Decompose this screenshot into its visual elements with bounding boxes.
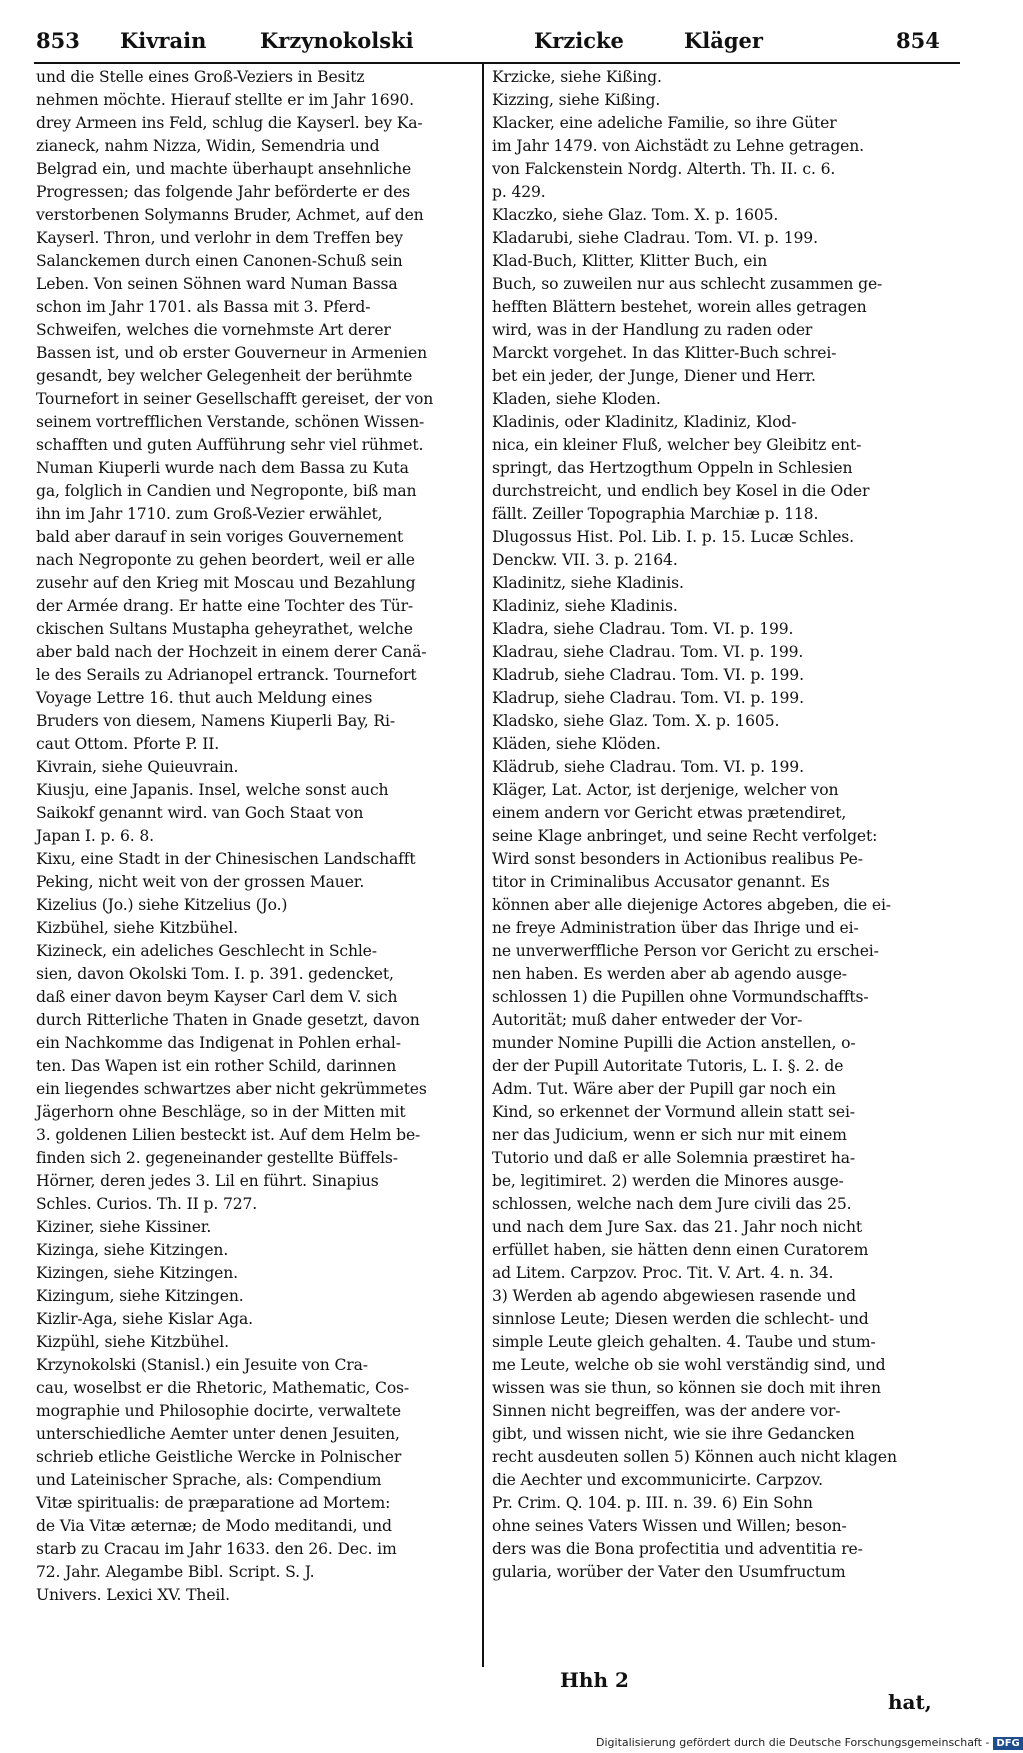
text-line: wird, was in der Handlung zu raden oder bbox=[492, 321, 813, 339]
dfg-logo: DFG bbox=[993, 1737, 1022, 1750]
text-line: durchstreicht, und endlich bey Kosel in die Oder bbox=[492, 482, 870, 500]
text-line: 72. Jahr. Alegambe Bibl. Script. S. J. bbox=[36, 1563, 315, 1581]
header-rule bbox=[34, 62, 960, 64]
text-line: Kladarubi, siehe Cladrau. Tom. VI. p. 199. bbox=[492, 229, 818, 247]
text-line: Autorität; muß daher entweder der Vor- bbox=[492, 1011, 803, 1029]
text-line: ohne seines Vaters Wissen und Willen; beson- bbox=[492, 1517, 847, 1535]
text-line: hefften Blättern bestehet, worein alles getragen bbox=[492, 298, 867, 316]
credit-text: Digitalisierung gefördert durch die Deutsche Forschungsgemeinschaft - bbox=[596, 1736, 990, 1749]
text-line: Kizbühel, siehe Kitzbühel. bbox=[36, 919, 238, 937]
text-line: Kladen, siehe Kloden. bbox=[492, 390, 661, 408]
text-line: schlossen 1) die Pupillen ohne Vormundschaffts- bbox=[492, 988, 869, 1006]
text-line: nach Negroponte zu gehen beordert, weil er alle bbox=[36, 551, 415, 569]
text-line: Kizpühl, siehe Kitzbühel. bbox=[36, 1333, 229, 1351]
text-line: ihn im Jahr 1710. zum Groß-Vezier erwählet, bbox=[36, 505, 383, 523]
text-line: gibt, und wissen nicht, wie sie ihre Gedancken bbox=[492, 1425, 855, 1443]
text-line: Kizineck, ein adeliches Geschlecht in Schle- bbox=[36, 942, 377, 960]
text-line: munder Nomine Pupilli die Action anstellen, o- bbox=[492, 1034, 856, 1052]
text-line: me Leute, welche ob sie wohl verständig sind, und bbox=[492, 1356, 886, 1374]
text-line: Kladra, siehe Cladrau. Tom. VI. p. 199. bbox=[492, 620, 794, 638]
text-line: der Armée drang. Er hatte eine Tochter des Tür- bbox=[36, 597, 414, 615]
text-line: erfüllet haben, sie hätten denn einen Curatorem bbox=[492, 1241, 869, 1259]
text-line: le des Serails zu Adrianopel ertranck. Tournefort bbox=[36, 666, 417, 684]
text-line: recht ausdeuten sollen 5) Können auch nicht klagen bbox=[492, 1448, 897, 1466]
text-line: durch Ritterliche Thaten in Gnade gesetzt, davon bbox=[36, 1011, 420, 1029]
text-line: ne freye Administration über das Ihrige und ei- bbox=[492, 919, 859, 937]
signature-mark: Hhh 2 bbox=[560, 1668, 629, 1692]
text-line: Kladinis, oder Kladinitz, Kladiniz, Klod- bbox=[492, 413, 797, 431]
text-line: Buch, so zuweilen nur aus schlecht zusammen ge- bbox=[492, 275, 883, 293]
text-line: Schles. Curios. Th. II p. 727. bbox=[36, 1195, 258, 1213]
text-line: Kayserl. Thron, und verlohr in dem Treffen bey bbox=[36, 229, 403, 247]
text-line: Kladrau, siehe Cladrau. Tom. VI. p. 199. bbox=[492, 643, 804, 661]
text-line: de Via Vitæ æternæ; de Modo meditandi, und bbox=[36, 1517, 392, 1535]
text-line: schlossen, welche nach dem Jure civili das 25. bbox=[492, 1195, 852, 1213]
text-line: schafften und guten Aufführung sehr viel rühmet. bbox=[36, 436, 424, 454]
text-line: Vitæ spiritualis: de præparatione ad Mortem: bbox=[36, 1494, 391, 1512]
text-line: Kizlir-Aga, siehe Kislar Aga. bbox=[36, 1310, 253, 1328]
right-column bbox=[492, 66, 930, 1584]
text-line: Kläger, Lat. Actor, ist derjenige, welcher von bbox=[492, 781, 839, 799]
text-line: schrieb etliche Geistliche Wercke in Polnischer bbox=[36, 1448, 402, 1466]
text-line: zusehr auf den Krieg mit Moscau und Bezahlung bbox=[36, 574, 416, 592]
text-line: be, legitimiret. 2) werden die Minores ausge- bbox=[492, 1172, 844, 1190]
text-line: Tournefort in seiner Gesellschafft gereiset, der von bbox=[36, 390, 434, 408]
text-line: Marckt vorgehet. In das Klitter-Buch schrei- bbox=[492, 344, 837, 362]
text-line: Kladiniz, siehe Kladinis. bbox=[492, 597, 678, 615]
text-line: unterschiedliche Aemter unter denen Jesuiten, bbox=[36, 1425, 400, 1443]
text-line: ad Litem. Carpzov. Proc. Tit. V. Art. 4. n. 34. bbox=[492, 1264, 834, 1282]
text-line: wissen was sie thun, so können sie doch mit ihren bbox=[492, 1379, 881, 1397]
text-line: und Lateinischer Sprache, als: Compendium bbox=[36, 1471, 382, 1489]
text-line: Kladrub, siehe Cladrau. Tom. VI. p. 199. bbox=[492, 666, 804, 684]
text-line: 3) Werden ab agendo abgewiesen rasende und bbox=[492, 1287, 856, 1305]
text-line: bet ein jeder, der Junge, Diener und Herr. bbox=[492, 367, 816, 385]
header-catchword-left-1: Kivrain bbox=[120, 28, 207, 53]
text-line: Klaczko, siehe Glaz. Tom. X. p. 1605. bbox=[492, 206, 779, 224]
text-line: Kladinitz, siehe Kladinis. bbox=[492, 574, 684, 592]
header-catchword-right-2: Kläger bbox=[684, 28, 763, 53]
text-line: Schweifen, welches die vornehmste Art derer bbox=[36, 321, 391, 339]
text-line: Hörner, deren jedes 3. Lil en führt. Sinapius bbox=[36, 1172, 379, 1190]
text-line: mographie und Philosophie docirte, verwaltete bbox=[36, 1402, 401, 1420]
text-line: titor in Criminalibus Accusator genannt. Es bbox=[492, 873, 830, 891]
text-line: ckischen Sultans Mustapha geheyrathet, welche bbox=[36, 620, 413, 638]
catchword: hat, bbox=[888, 1690, 932, 1714]
text-line: ner das Judicium, wenn er sich nur mit einem bbox=[492, 1126, 847, 1144]
text-line: springt, das Hertzogthum Oppeln in Schlesien bbox=[492, 459, 853, 477]
text-line: der der Pupill Autoritate Tutoris, L. I. §. 2. de bbox=[492, 1057, 844, 1075]
text-line: Krzynokolski (Stanisl.) ein Jesuite von Cra- bbox=[36, 1356, 368, 1374]
text-line: simple Leute gleich gehalten. 4. Taube und stum- bbox=[492, 1333, 876, 1351]
text-line: Klad-Buch, Klitter, Klitter Buch, ein bbox=[492, 252, 768, 270]
text-line: Leben. Von seinen Söhnen ward Numan Bassa bbox=[36, 275, 398, 293]
text-line: Klädrub, siehe Cladrau. Tom. VI. p. 199. bbox=[492, 758, 804, 776]
text-line: verstorbenen Solymanns Bruder, Achmet, auf den bbox=[36, 206, 424, 224]
text-line: cau, woselbst er die Rhetoric, Mathematic, Cos- bbox=[36, 1379, 410, 1397]
text-line: Kizelius (Jo.) siehe Kitzelius (Jo.) bbox=[36, 896, 288, 914]
text-line: seine Klage anbringet, und seine Recht verfolget: bbox=[492, 827, 878, 845]
text-line: Kläden, siehe Klöden. bbox=[492, 735, 661, 753]
digitization-credit bbox=[596, 1736, 1023, 1750]
text-line: zianeck, nahm Nizza, Widin, Semendria und bbox=[36, 137, 380, 155]
text-line: Univers. Lexici XV. Theil. bbox=[36, 1586, 230, 1604]
text-line: gesandt, bey welcher Gelegenheit der berühmte bbox=[36, 367, 413, 385]
text-line: Kiziner, siehe Kissiner. bbox=[36, 1218, 212, 1236]
left-column bbox=[36, 66, 476, 1607]
text-line: caut Ottom. Pforte P. II. bbox=[36, 735, 220, 753]
text-line: Pr. Crim. Q. 104. p. III. n. 39. 6) Ein Sohn bbox=[492, 1494, 813, 1512]
text-line: daß einer davon beym Kayser Carl dem V. sich bbox=[36, 988, 398, 1006]
text-line: können aber alle diejenige Actores abgeben, die ei- bbox=[492, 896, 891, 914]
text-line: Kixu, eine Stadt in der Chinesischen Landschafft bbox=[36, 850, 416, 868]
header-catchword-left-2: Krzynokolski bbox=[260, 28, 414, 53]
text-line: Bruders von diesem, Namens Kiuperli Bay, Ri- bbox=[36, 712, 395, 730]
text-line: Kivrain, siehe Quieuvrain. bbox=[36, 758, 239, 776]
text-line: Tutorio und daß er alle Solemnia præstiret ha- bbox=[492, 1149, 855, 1167]
text-line: Peking, nicht weit von der grossen Mauer. bbox=[36, 873, 365, 891]
text-line: Kladsko, siehe Glaz. Tom. X. p. 1605. bbox=[492, 712, 780, 730]
text-line: 3. goldenen Lilien besteckt ist. Auf dem Helm be- bbox=[36, 1126, 421, 1144]
text-line: Kladrup, siehe Cladrau. Tom. VI. p. 199. bbox=[492, 689, 804, 707]
text-line: Sinnen nicht begreiffen, was der andere vor- bbox=[492, 1402, 841, 1420]
column-divider bbox=[482, 62, 484, 1667]
text-line: Adm. Tut. Wäre aber der Pupill gar noch ein bbox=[492, 1080, 836, 1098]
page-number-right: 854 bbox=[896, 28, 940, 53]
text-line: fällt. Zeiller Topographia Marchiæ p. 118. bbox=[492, 505, 819, 523]
text-line: Kizzing, siehe Kißing. bbox=[492, 91, 661, 109]
text-line: Kizingen, siehe Kitzingen. bbox=[36, 1264, 238, 1282]
text-line: von Falckenstein Nordg. Alterth. Th. II. c. 6. bbox=[492, 160, 836, 178]
text-line: ein Nachkomme das Indigenat in Pohlen erhal- bbox=[36, 1034, 401, 1052]
text-line: finden sich 2. gegeneinander gestellte Büffels- bbox=[36, 1149, 398, 1167]
page-number-left: 853 bbox=[36, 28, 80, 53]
text-line: Saikokf genannt wird. van Goch Staat von bbox=[36, 804, 364, 822]
text-line: Kizinga, siehe Kitzingen. bbox=[36, 1241, 229, 1259]
text-line: Denckw. VII. 3. p. 2164. bbox=[492, 551, 678, 569]
text-line: p. 429. bbox=[492, 183, 546, 201]
header-catchword-right-1: Krzicke bbox=[534, 28, 624, 53]
text-line: und nach dem Jure Sax. das 21. Jahr noch nicht bbox=[492, 1218, 863, 1236]
text-line: ne unverwerffliche Person vor Gericht zu erschei- bbox=[492, 942, 879, 960]
text-line: drey Armeen ins Feld, schlug die Kayserl. bey Ka- bbox=[36, 114, 423, 132]
running-header bbox=[34, 28, 960, 58]
text-line: seinem vortrefflichen Verstande, schönen Wissen- bbox=[36, 413, 425, 431]
text-line: bald aber darauf in sein voriges Gouvernement bbox=[36, 528, 404, 546]
text-line: Dlugossus Hist. Pol. Lib. I. p. 15. Lucæ Schles. bbox=[492, 528, 854, 546]
text-line: Kind, so erkennet der Vormund allein statt sei- bbox=[492, 1103, 855, 1121]
text-line: nica, ein kleiner Fluß, welcher bey Gleibitz ent- bbox=[492, 436, 862, 454]
text-line: Progressen; das folgende Jahr beförderte er des bbox=[36, 183, 411, 201]
text-line: und die Stelle eines Groß-Veziers in Besitz bbox=[36, 68, 365, 86]
text-line: im Jahr 1479. von Aichstädt zu Lehne getragen. bbox=[492, 137, 864, 155]
text-line: Wird sonst besonders in Actionibus realibus Pe- bbox=[492, 850, 863, 868]
text-line: Kizingum, siehe Kitzingen. bbox=[36, 1287, 244, 1305]
text-line: ein liegendes schwartzes aber nicht gekrümmetes bbox=[36, 1080, 427, 1098]
text-line: Jägerhorn ohne Beschläge, so in der Mitten mit bbox=[36, 1103, 406, 1121]
text-line: starb zu Cracau im Jahr 1633. den 26. Dec. im bbox=[36, 1540, 397, 1558]
text-line: Salanckemen durch einen Canonen-Schuß sein bbox=[36, 252, 403, 270]
text-line: Krzicke, siehe Kißing. bbox=[492, 68, 662, 86]
text-line: nehmen möchte. Hierauf stellte er im Jahr 1690. bbox=[36, 91, 414, 109]
text-line: Klacker, eine adeliche Familie, so ihre Güter bbox=[492, 114, 837, 132]
text-line: Bassen ist, und ob erster Gouverneur in Armenien bbox=[36, 344, 428, 362]
text-line: einem andern vor Gericht etwas prætendiret, bbox=[492, 804, 847, 822]
text-line: aber bald nach der Hochzeit in einem derer Canä- bbox=[36, 643, 427, 661]
text-line: Voyage Lettre 16. thut auch Meldung eines bbox=[36, 689, 373, 707]
text-line: nen haben. Es werden aber ab agendo ausge- bbox=[492, 965, 847, 983]
text-line: sien, davon Okolski Tom. I. p. 391. gedencket, bbox=[36, 965, 394, 983]
text-line: Belgrad ein, und machte überhaupt ansehnliche bbox=[36, 160, 412, 178]
text-line: gularia, worüber der Vater den Usumfructum bbox=[492, 1563, 846, 1581]
text-line: Kiusju, eine Japanis. Insel, welche sonst auch bbox=[36, 781, 389, 799]
text-line: ders was die Bona profectitia und adventitia re- bbox=[492, 1540, 863, 1558]
text-line: Japan I. p. 6. 8. bbox=[36, 827, 154, 845]
text-line: sinnlose Leute; Diesen werden die schlecht- und bbox=[492, 1310, 869, 1328]
text-line: ga, folglich in Candien und Negroponte, biß man bbox=[36, 482, 417, 500]
text-line: die Aechter und excommunicirte. Carpzov. bbox=[492, 1471, 823, 1489]
text-line: ten. Das Wapen ist ein rother Schild, darinnen bbox=[36, 1057, 397, 1075]
text-line: Numan Kiuperli wurde nach dem Bassa zu Kuta bbox=[36, 459, 409, 477]
text-line: schon im Jahr 1701. als Bassa mit 3. Pferd- bbox=[36, 298, 371, 316]
